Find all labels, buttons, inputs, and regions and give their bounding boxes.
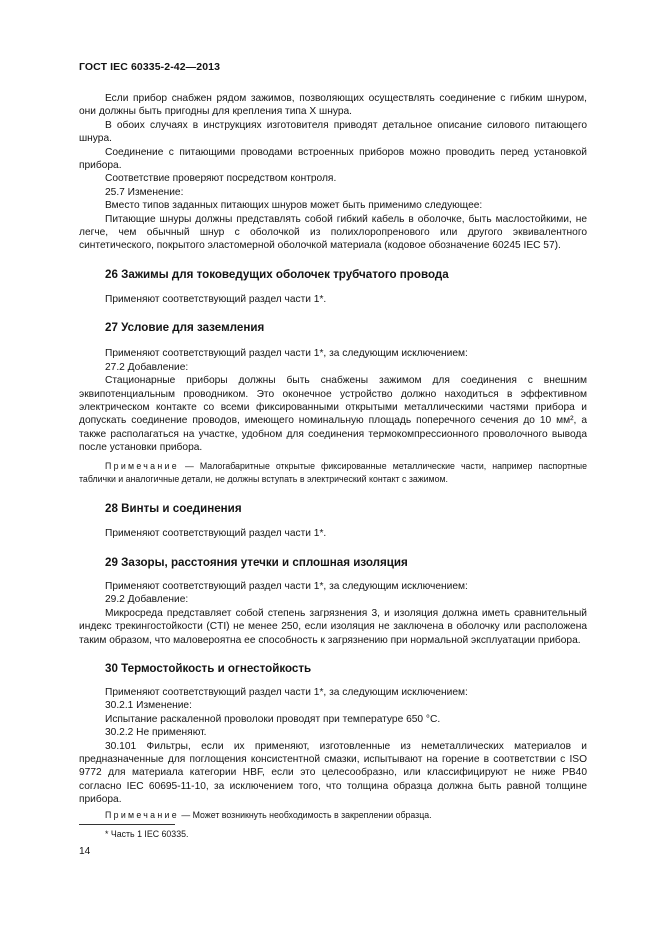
- clause-27-2-title: 27.2 Добавление:: [105, 361, 189, 373]
- intro-paragraph-2: В обоих случаях в инструкциях изготовителя приводят детальное описание силового питающего шнура.: [79, 119, 587, 145]
- note-text: Может возникнуть необходимость в закреплении образца.: [192, 809, 432, 820]
- intro-paragraph-3: Соединение с питающими проводами встроенных приборов можно проводить перед установкой прибора.: [79, 146, 587, 172]
- document-body: [79, 92, 587, 822]
- clause-30-2-2: 30.2.2 Не применяют.: [105, 727, 207, 739]
- intro-paragraph-1: Если прибор снабжен рядом зажимов, позволяющих осуществлять соединение с гибким шнуром, они должны быть пригодны для крепления типа X шнура.: [79, 93, 587, 118]
- section-27-paragraph-1: Применяют соответствующий раздел части 1*, за следующим исключением:: [105, 348, 468, 360]
- section-28-heading: 28 Винты и соединения: [105, 501, 242, 515]
- section-28-paragraph: Применяют соответствующий раздел части 1*.: [105, 527, 327, 539]
- footnote: * Часть 1 IEC 60335.: [105, 829, 189, 839]
- intro-paragraph-6: Вместо типов заданных питающих шнуров может быть применимо следующее:: [105, 200, 483, 212]
- section-27-note: [79, 460, 587, 486]
- clause-25-7-title: 25.7 Изменение:: [105, 186, 184, 198]
- section-29-heading: 29 Зазоры, расстояния утечки и сплошная изоляция: [105, 555, 408, 569]
- section-29-paragraph-1: Применяют соответствующий раздел части 1*, за следующим исключением:: [105, 580, 468, 592]
- section-26-paragraph: Применяют соответствующий раздел части 1*.: [105, 293, 327, 305]
- footnote-separator: [79, 824, 175, 825]
- note-dash: —: [185, 460, 194, 471]
- note-dash: —: [181, 809, 191, 820]
- note-label: Примечание: [105, 460, 179, 471]
- note-text: Малогабаритные открытые фиксированные металлические части, например паспортные таблички и аналогичные детали, не должны вступать в электрический контакт с зажимом.: [79, 460, 588, 484]
- section-27-heading: 27 Условие для заземления: [105, 321, 265, 335]
- clause-30-2-1-title: 30.2.1 Изменение:: [105, 700, 192, 712]
- section-30-heading: 30 Термостойкость и огнестойкость: [105, 661, 312, 675]
- section-30-note: [79, 809, 587, 822]
- section-30-paragraph-3: Испытание раскаленной проволоки проводят при температуре 650 °С.: [105, 713, 441, 725]
- section-30-paragraph-1: Применяют соответствующий раздел части 1*, за следующим исключением:: [105, 686, 468, 698]
- section-29-paragraph-3: Микросреда представляет собой степень загрязнения 3, и изоляция должна иметь сравнительный индекс трекингостойкости (CTI) не менее 250, если изоляция не заключена в оболочку или расположена таким образом, что маловероятна ее способность к загрязнению при нормальной эксплуатации прибора.: [79, 607, 587, 646]
- section-26-heading: 26 Зажимы для токоведущих оболочек трубчатого провода: [105, 267, 449, 281]
- intro-paragraph-4: Соответствие проверяют посредством контроля.: [105, 173, 337, 185]
- page-number: 14: [79, 846, 91, 857]
- intro-paragraph-7: Питающие шнуры должны представлять собой гибкий кабель в оболочке, быть маслостойкими, не легче, чем обычный шнур с оболочкой из полихлоропренового или другого эквивалентного синтетического, покрытого эластомерной оболочкой материала (кодовое обозначение 60245 IEC 57).: [79, 213, 587, 252]
- standard-header: ГОСТ IEC 60335-2-42—2013: [79, 61, 221, 73]
- clause-29-2-title: 29.2 Добавление:: [105, 594, 189, 606]
- section-27-paragraph-3: Стационарные приборы должны быть снабжены зажимом для соединения с внешним эквипотенциальным проводником. Это оконечное устройство должно находиться в эффективном электрическом контакте со всеми фиксированными открытыми металлическими частями прибора и допускать соединение проводов, имеющего номинальную площадь поперечного сечения до 10 мм², а также располагаться на участке, удобном для соединения термокомпрессионного проволочного вывода после установки прибора.: [79, 375, 587, 454]
- note-label: Примечание: [105, 809, 179, 820]
- clause-30-101: 30.101 Фильтры, если их применяют, изготовленные из неметаллических материалов и предназначенные для поглощения консистентной смазки, испытывают на горение в соответствии с ISO 9772 для материала категории HBF, если это целесообразно, или классифицируют не ниже PB40 согласно IEC 60695-11-10, за исключением того, что толщина образца должна быть равной толщине прибора.: [79, 740, 587, 806]
